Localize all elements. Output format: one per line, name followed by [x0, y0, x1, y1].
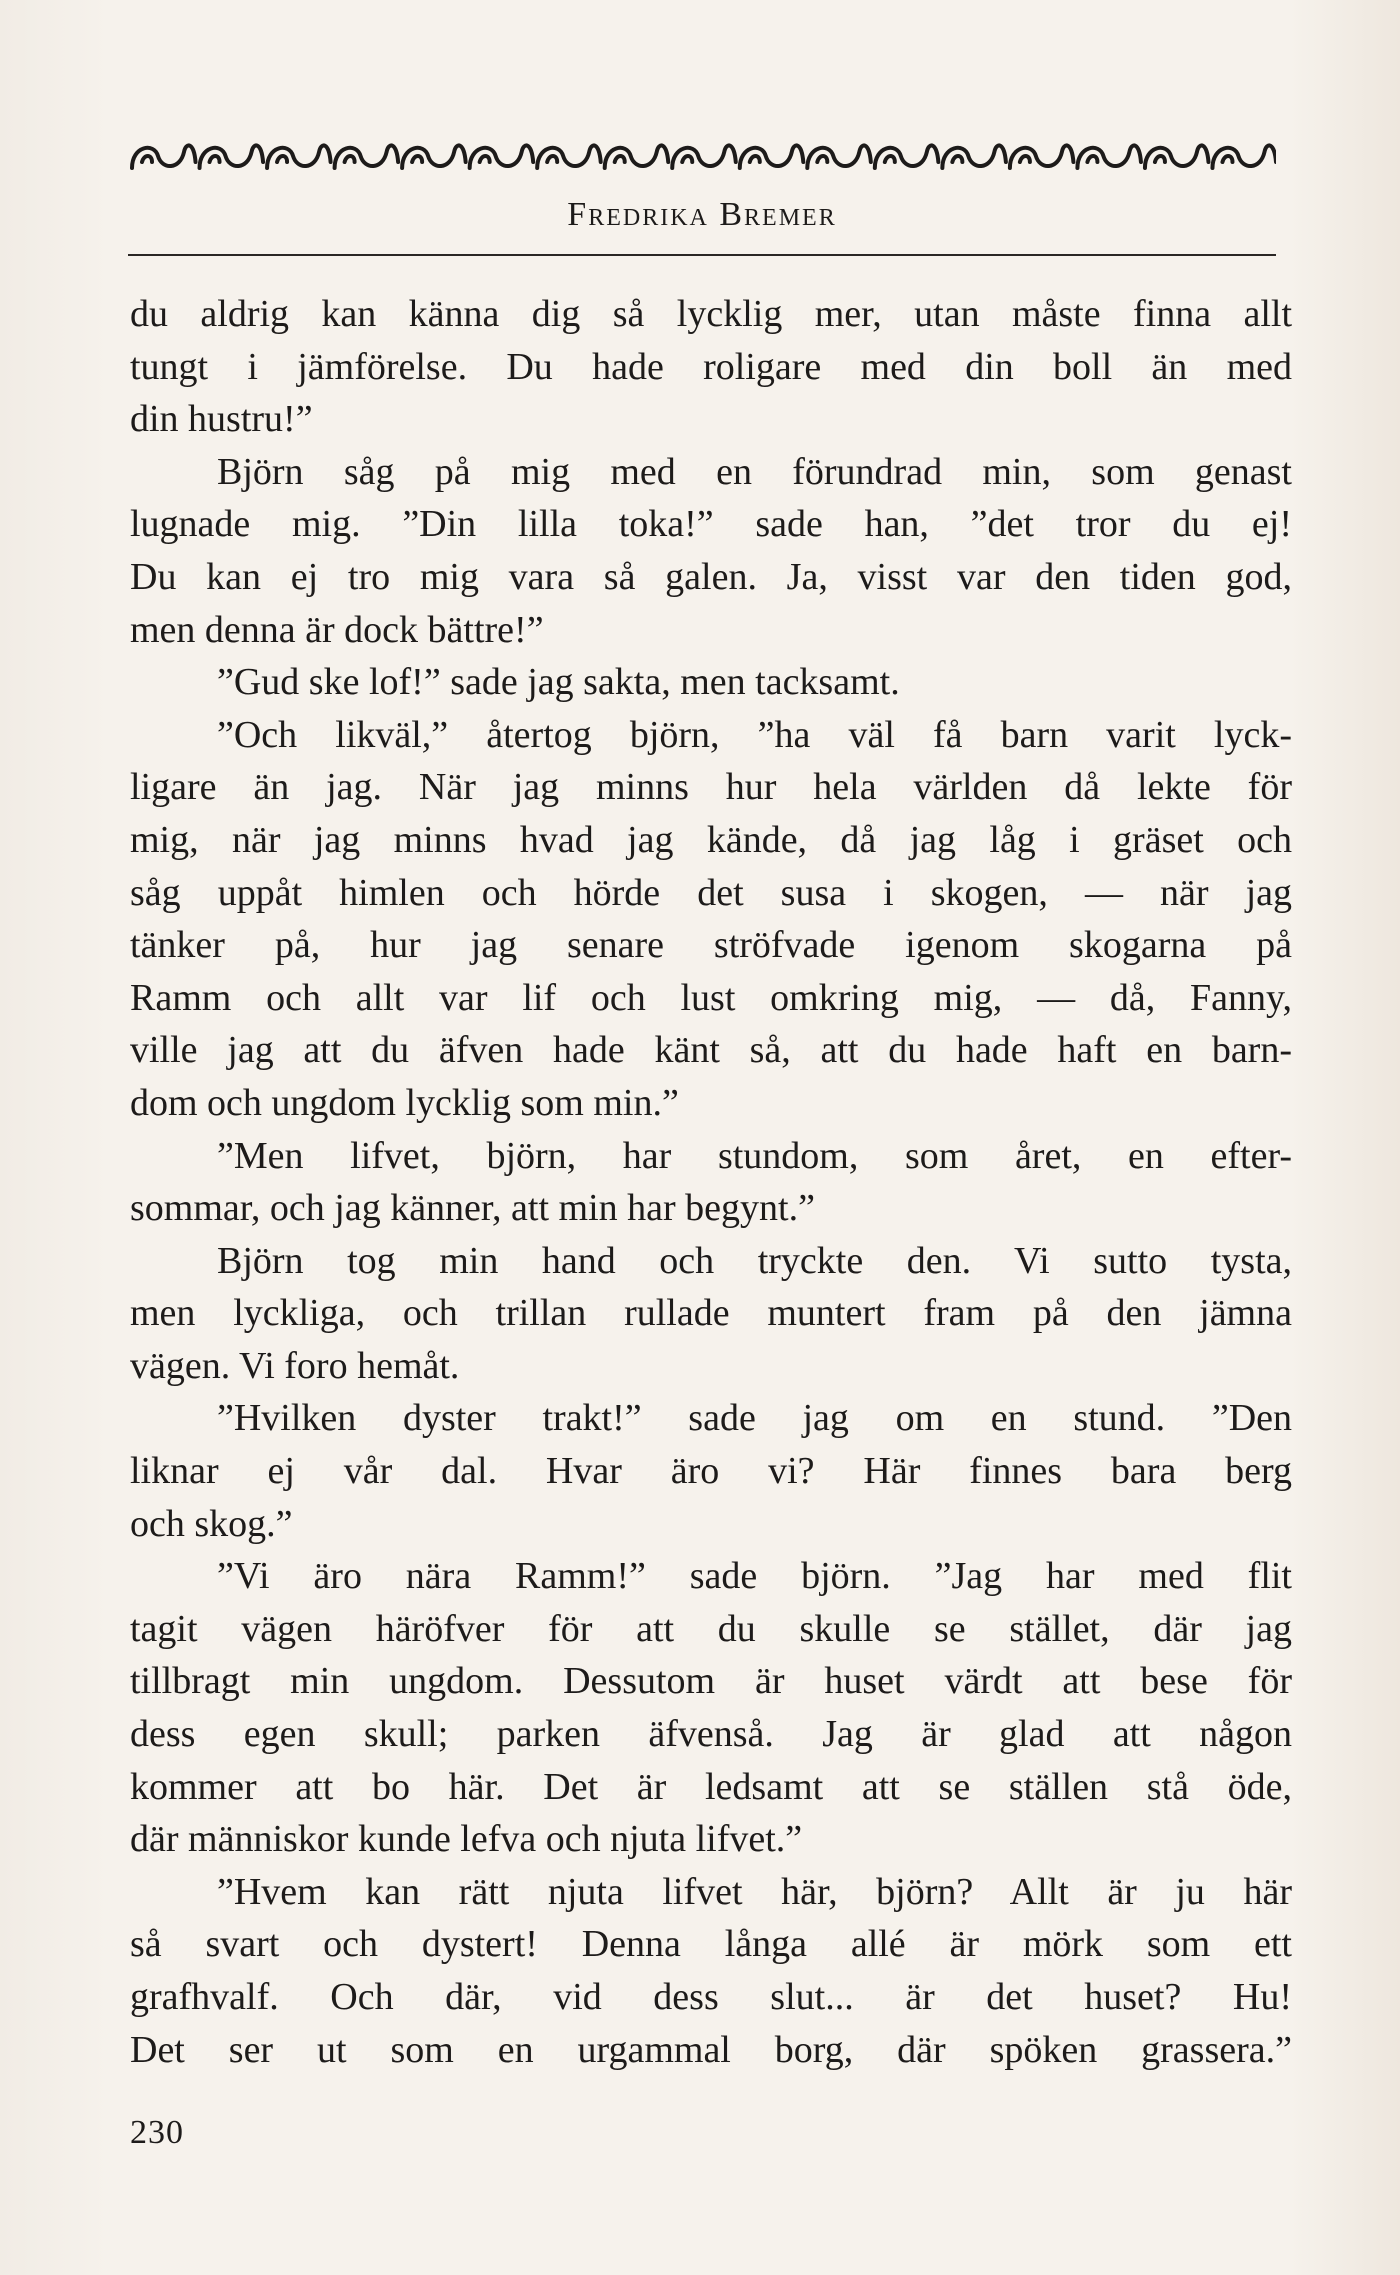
ornament-scroll [672, 145, 736, 168]
text-line: dess egen skull; parken äfvenså. Jag är glad att någon [130, 1713, 1292, 1756]
ornament-scroll [470, 145, 534, 168]
text-line: ”Vi äro nära Ramm!” sade björn. ”Jag har med flit [217, 1555, 1292, 1598]
text-line: ville jag att du äfven hade känt så, att du hade haft en barn- [130, 1029, 1292, 1072]
text-line: Du kan ej tro mig vara så galen. Ja, visst var den tiden god, [130, 555, 1292, 598]
ornament-scroll [605, 145, 669, 168]
text-line: lugnade mig. ”Din lilla toka!” sade han, ”det tror du ej! [130, 503, 1292, 546]
ornament-scroll [200, 145, 264, 168]
ornament-scroll [537, 145, 601, 168]
text-line: vägen. Vi foro hemåt. [130, 1344, 460, 1387]
ornament-curl [1020, 156, 1030, 162]
text-line: ”Gud ske lof!” sade jag sakta, men tacksamt. [217, 661, 900, 704]
text-line: ”Men lifvet, björn, har stundom, som året, en efter- [217, 1134, 1292, 1177]
text-line: dom och ungdom lycklig som min.” [130, 1081, 679, 1124]
text-line: kommer att bo här. Det är ledsamt att se ställen stå öde, [130, 1765, 1292, 1808]
text-line: ”Och likväl,” återtog björn, ”ha väl få barn varit lyck- [217, 713, 1292, 756]
ornament-curl [412, 156, 422, 162]
ornament-scroll [875, 145, 939, 168]
ornament-scroll [402, 145, 466, 168]
text-line: men denna är dock bättre!” [130, 608, 544, 651]
text-line: Det ser ut som en urgammal borg, där spöken grassera.” [130, 2028, 1292, 2071]
ornament-curl [1087, 156, 1097, 162]
text-line: ”Hvilken dyster trakt!” sade jag om en stund. ”Den [217, 1397, 1292, 1440]
text-line: så svart och dystert! Denna långa allé är mörk som ett [130, 1923, 1292, 1966]
header-rule [128, 254, 1276, 256]
text-line: Ramm och allt var lif och lust omkring mig, — då, Fanny, [130, 976, 1292, 1019]
ornament-scroll [740, 145, 804, 168]
ornament-curl [750, 156, 760, 162]
ornament-curl [615, 156, 625, 162]
ornament-scroll [267, 145, 331, 168]
running-head: Fredrika Bremer [567, 196, 837, 233]
ornament-curl [142, 156, 152, 162]
text-line: tagit vägen häröfver för att du skulle se stället, där jag [130, 1607, 1292, 1650]
text-line: tillbragt min ungdom. Dessutom är huset värdt att bese för [130, 1660, 1292, 1703]
ornament-scroll [335, 145, 399, 168]
text-line: Björn såg på mig med en förundrad min, som genast [217, 450, 1292, 493]
text-line: tänker på, hur jag senare ströfvade igenom skogarna på [130, 924, 1292, 967]
ornament-curl [682, 156, 692, 162]
text-line: grafhvalf. Och där, vid dess slut... är det huset? Hu! [130, 1976, 1292, 2018]
ornament-curl [1155, 156, 1165, 162]
ornament-curl [345, 156, 355, 162]
text-line: mig, när jag minns hvad jag kände, då jag låg i gräset och [130, 818, 1292, 861]
text-line: sommar, och jag känner, att min har begynt.” [130, 1187, 815, 1230]
ornament-scroll [942, 145, 1006, 168]
text-line: men lyckliga, och trillan rullade muntert fram på den jämna [130, 1292, 1292, 1335]
ornament-curl [210, 156, 220, 162]
ornament-scroll [1010, 145, 1074, 168]
text-line: din hustru!” [130, 398, 313, 441]
text-line: liknar ej vår dal. Hvar äro vi? Här finnes bara berg [130, 1450, 1292, 1493]
text-line: där människor kunde lefva och njuta lifvet.” [130, 1818, 803, 1861]
page-number: 230 [130, 2114, 184, 2151]
text-line: såg uppåt himlen och hörde det susa i skogen, — när jag [130, 871, 1292, 914]
ornament-scroll [1212, 145, 1276, 168]
body-text [130, 288, 1292, 2076]
ornament-curl [277, 156, 287, 162]
ornament-scroll [132, 145, 196, 168]
ornament-curl [547, 156, 557, 162]
text-line: och skog.” [130, 1502, 293, 1545]
text-line: tungt i jämförelse. Du hade roligare med din boll än med [130, 345, 1292, 388]
text-line: Björn tog min hand och tryckte den. Vi sutto tysta, [217, 1239, 1292, 1282]
ornament-curl [817, 156, 827, 162]
text-line: ligare än jag. När jag minns hur hela världen då lekte för [130, 766, 1292, 809]
ornament-scroll [1145, 145, 1209, 168]
text-line: du aldrig kan känna dig så lycklig mer, utan måste finna allt [130, 293, 1292, 335]
ornament-scroll [807, 145, 871, 168]
ornament-curl [1222, 156, 1232, 162]
decorative-border-ornament [128, 132, 1276, 182]
ornament-curl [952, 156, 962, 162]
ornament-curl [885, 156, 895, 162]
ornament-scroll [1077, 145, 1141, 168]
text-line: ”Hvem kan rätt njuta lifvet här, björn? Allt är ju här [217, 1870, 1292, 1913]
ornament-curl [480, 156, 490, 162]
